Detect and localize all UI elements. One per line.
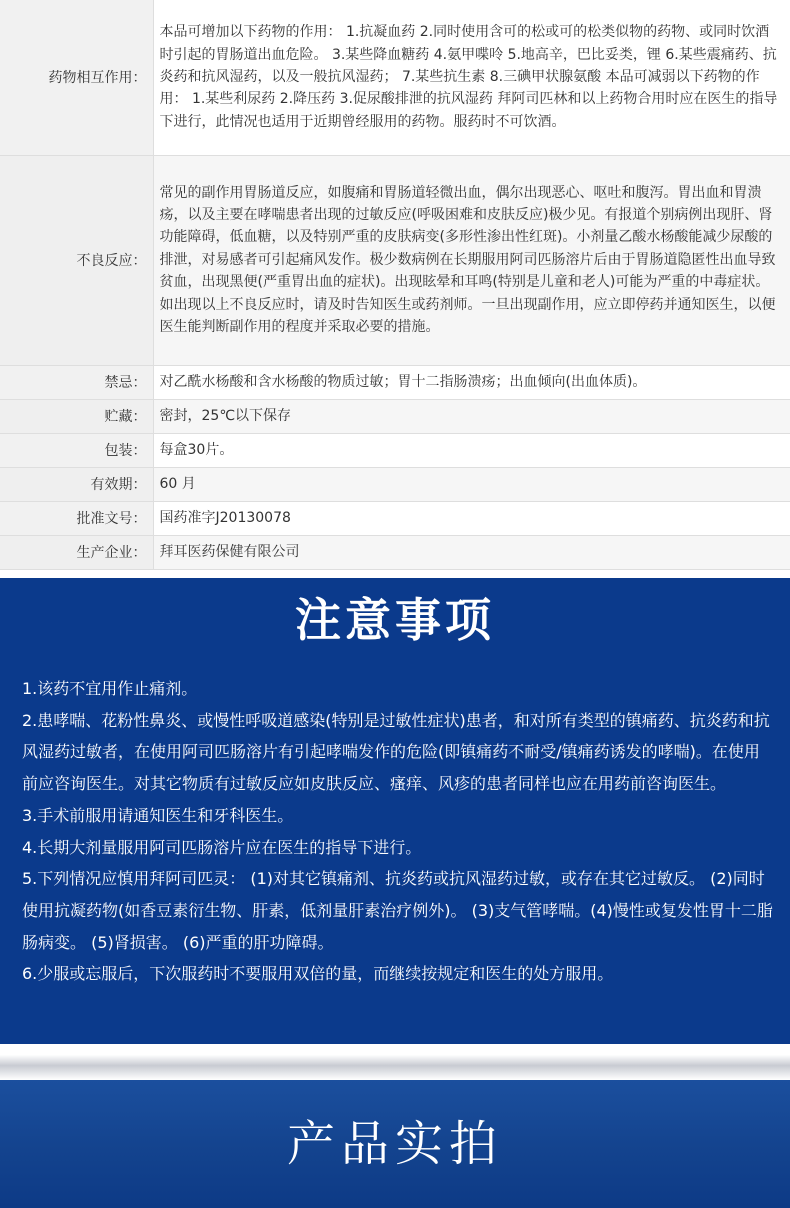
drug-info-table	[0, 0, 790, 570]
table-row	[0, 0, 790, 155]
row-label-storage: 贮藏：	[0, 399, 153, 433]
row-value-approval-number: 国药准字J20130078	[153, 501, 790, 535]
notice-item: 2.患哮喘、花粉性鼻炎、或慢性呼吸道感染(特别是过敏性症状)患者，和对所有类型的镇痛药、抗炎药和抗风湿药过敏者，在使用阿司匹肠溶片有引起哮喘发作的危险(即镇痛药不耐受/镇痛药诱发的哮喘)。在使用前应咨询医生。对其它物质有过敏反应如皮肤反应、瘙痒、风疹的患者同样也应在用药前咨询医生。	[22, 710, 770, 794]
notice-item: 3.手术前服用请通知医生和牙科医生。	[22, 805, 294, 825]
row-label-contraindications: 禁忌：	[0, 365, 153, 399]
row-label-validity: 有效期：	[0, 467, 153, 501]
row-value-contraindications: 对乙酰水杨酸和含水杨酸的物质过敏；胃十二指肠溃疡；出血倾向(出血体质)。	[153, 365, 790, 399]
product-photo-title: 产品实拍	[286, 1116, 503, 1172]
table-row	[0, 467, 790, 501]
table-row	[0, 433, 790, 467]
notice-item: 4.长期大剂量服用阿司匹肠溶片应在医生的指导下进行。	[22, 837, 422, 857]
row-label-interactions: 药物相互作用：	[0, 0, 153, 155]
table-row	[0, 501, 790, 535]
notice-item: 5.下列情况应慎用拜阿司匹灵： (1)对其它镇痛剂、抗炎药或抗风湿药过敏，或存在其它过敏反。 (2)同时使用抗凝药物(如香豆素衍生物、肝素，低剂量肝素治疗例外)。 (3)支气管哮喘。(4)慢性或复发性胃十二脂肠病变。 (5)肾损害。 (6)严重的肝功障碍。	[22, 869, 773, 952]
row-label-approval-number: 批准文号：	[0, 501, 153, 535]
row-value-validity: 60 月	[153, 467, 790, 501]
table-row	[0, 155, 790, 365]
notice-list	[22, 673, 774, 990]
row-value-storage: 密封，25℃以下保存	[153, 399, 790, 433]
table-row	[0, 399, 790, 433]
section-divider-shadow	[0, 1044, 790, 1080]
notice-title: 注意事项	[295, 593, 495, 647]
table-row	[0, 535, 790, 569]
row-value-packaging: 每盒30片。	[153, 433, 790, 467]
table-row	[0, 365, 790, 399]
notice-item: 1.该药不宜用作止痛剂。	[22, 679, 198, 698]
row-value-adverse-reactions: 常见的副作用胃肠道反应，如腹痛和胃肠道轻微出血，偶尔出现恶心、呕吐和腹泻。胃出血和胃溃疡，以及主要在哮喘患者出现的过敏反应(呼吸困难和皮肤反应)极少见。有报道个别病例出现肝、肾功能障碍，低血糖，以及特别严重的皮肤病变(多形性渗出性红斑)。小剂量乙酸水杨酸能减少尿酸的排泄，对易感者可引起痛风发作。极少数病例在长期服用阿司匹肠溶片后由于胃肠道隐匿性出血导致贫血，出现黑便(严重胃出血的症状)。出现眩晕和耳鸣(特别是儿童和老人)可能为严重的中毒症状。 如出现以上不良反应时，请及时告知医生或药剂师。一旦出现副作用，应立即停药并通知医生，以便医生能判断副作用的程度并采取必要的措施。	[153, 155, 790, 365]
notice-item: 6.少服或忘服后，下次服药时不要服用双倍的量，而继续按规定和医生的处方服用。	[22, 964, 614, 984]
row-label-packaging: 包装：	[0, 433, 153, 467]
row-value-manufacturer: 拜耳医药保健有限公司	[153, 535, 790, 569]
row-label-adverse-reactions: 不良反应：	[0, 155, 153, 365]
row-label-manufacturer: 生产企业：	[0, 535, 153, 569]
row-value-interactions: 本品可增加以下药物的作用： 1.抗凝血药 2.同时使用含可的松或可的松类似物的药物、或同时饮酒时引起的胃肠道出血危险。 3.某些降血糖药 4.氨甲喋呤 5.地高辛，巴比妥类，锂 6.某些震痛药、抗炎药和抗风湿药，以及一般抗风湿药； 7.某些抗生素 8.三碘甲状腺氨酸 本品可减弱以下药物的作用： 1.某些利尿药 2.降压药 3.促尿酸排泄的抗风湿药 拜阿司匹林和以上药物合用时应在医生的指导下进行，此情况也适用于近期曾经服用的药物。服药时不可饮酒。	[153, 0, 790, 155]
